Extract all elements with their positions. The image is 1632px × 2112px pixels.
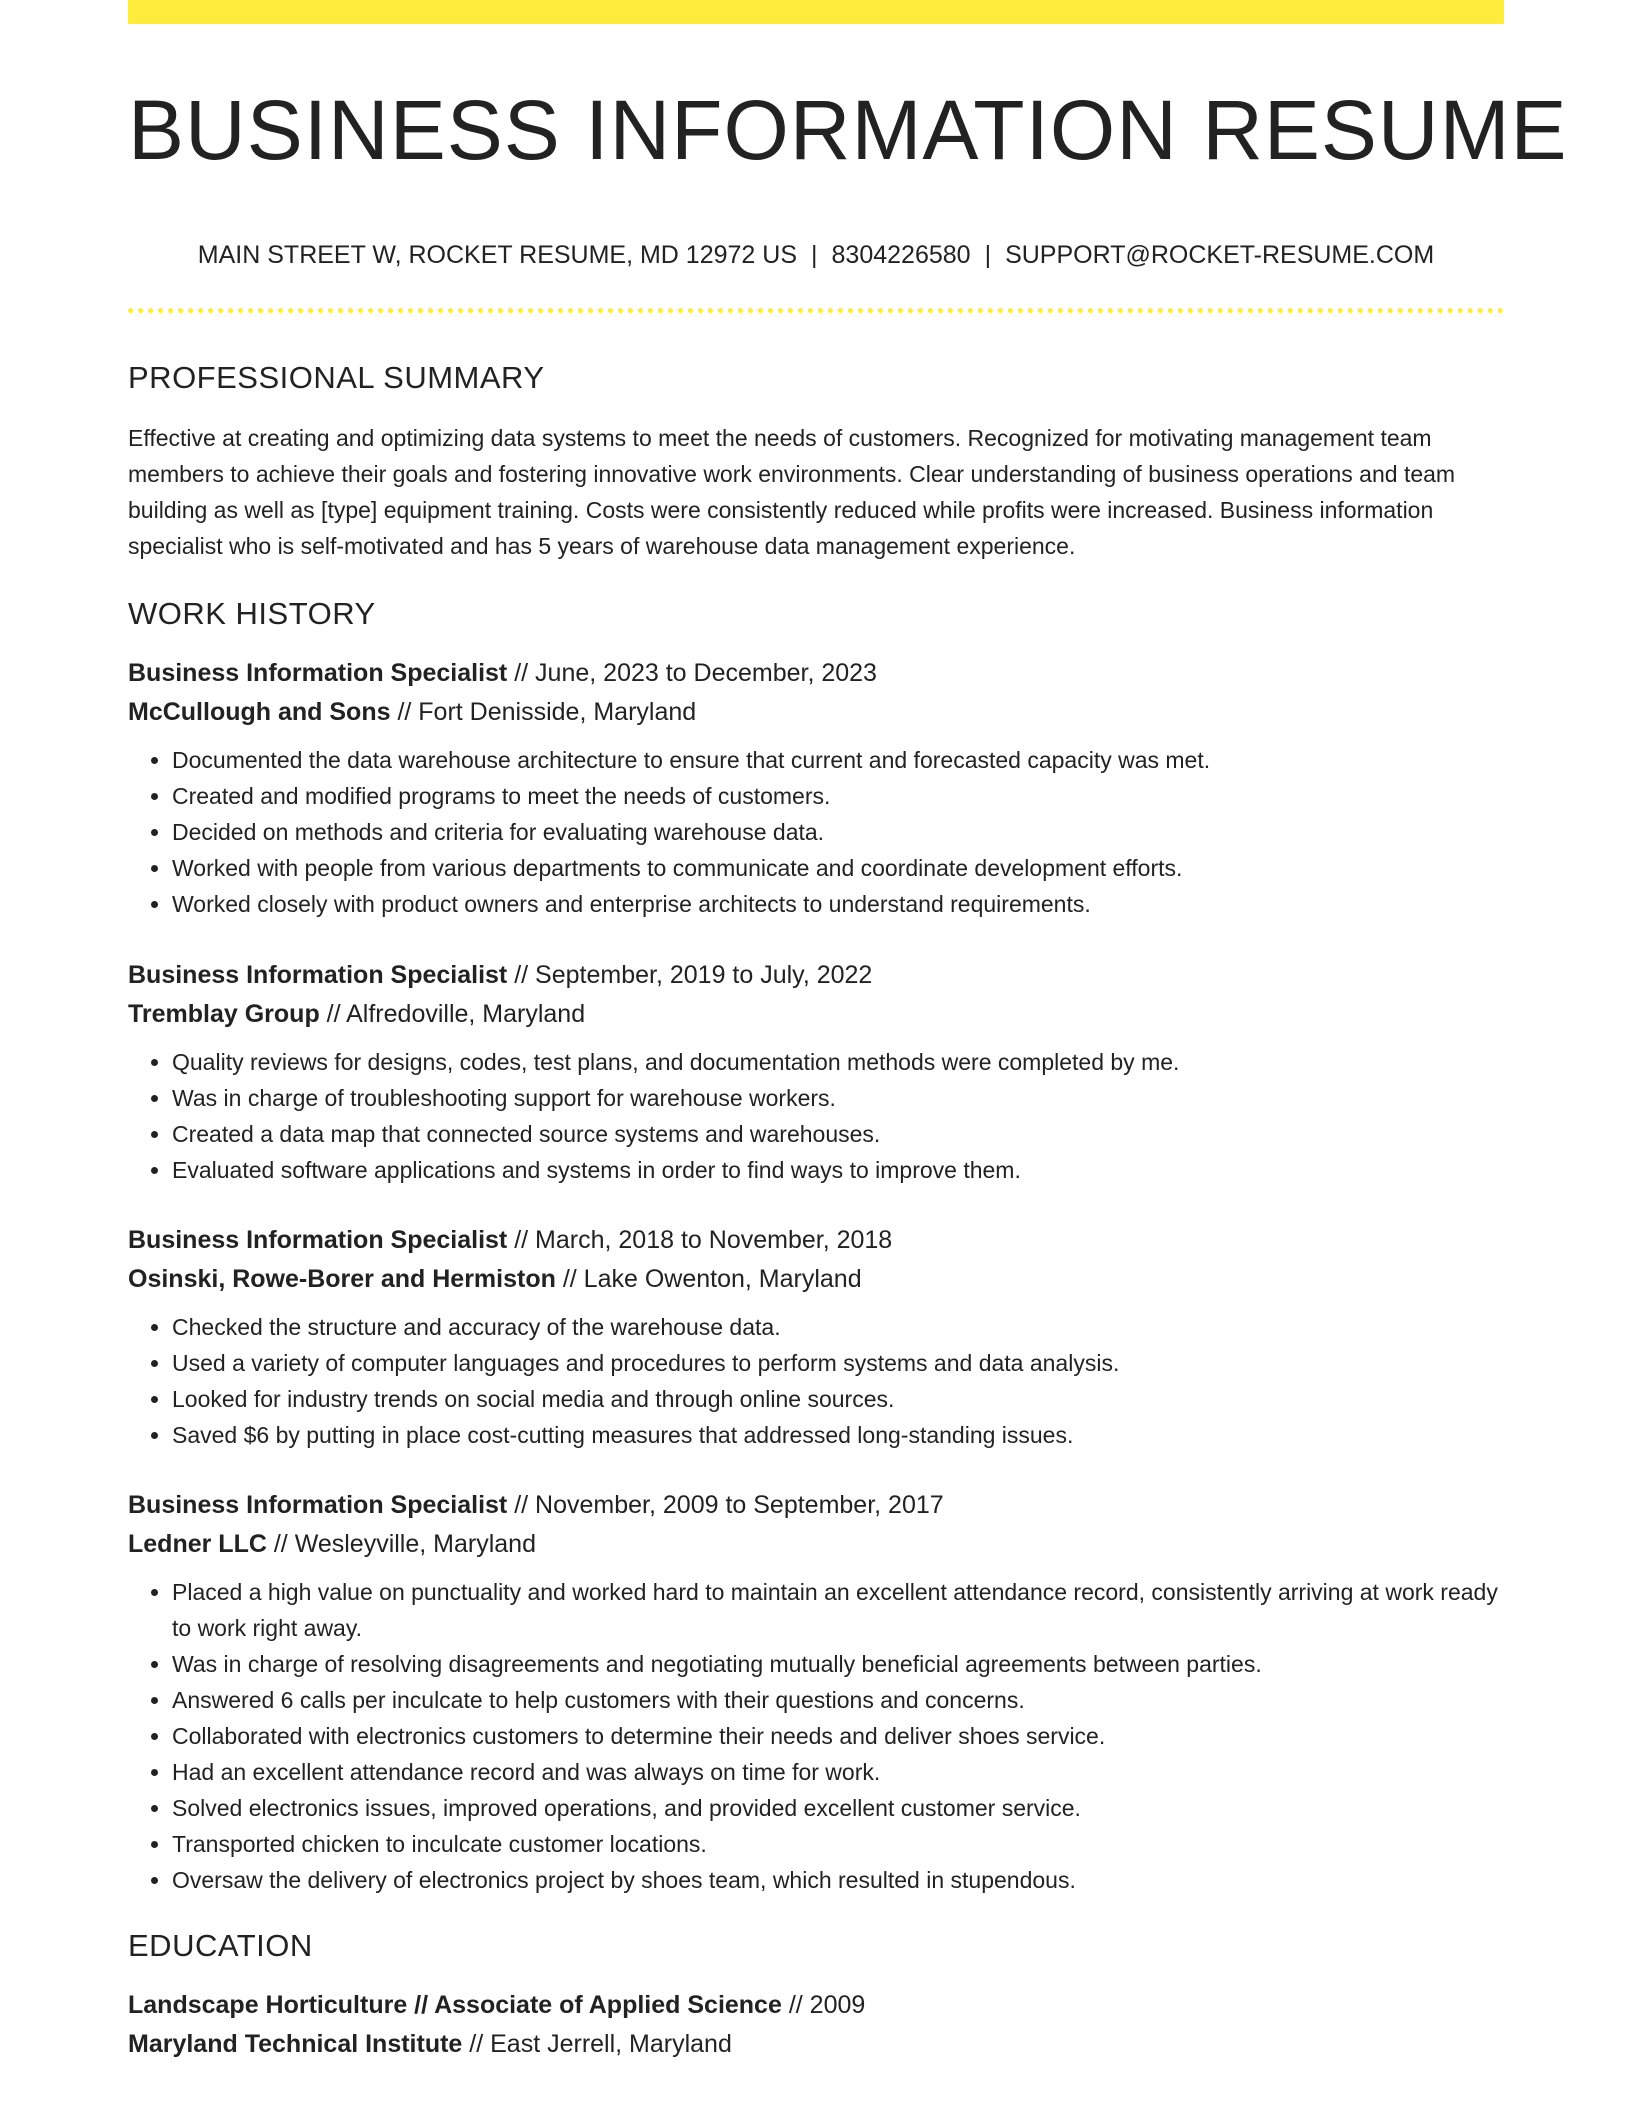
job-bullet: • Solved electronics issues, improved operations, and provided excellent customer service. xyxy=(172,1790,1504,1826)
education-entry xyxy=(128,1986,1504,2064)
job-bullet: • Saved $6 by putting in place cost-cutting measures that addressed long-standing issues. xyxy=(172,1417,1504,1453)
job-bullet: • Answered 6 calls per inculcate to help customers with their questions and concerns. xyxy=(172,1682,1504,1718)
job-bullet: • Transported chicken to inculcate customer locations. xyxy=(172,1826,1504,1862)
job-bullets xyxy=(128,1309,1504,1453)
job-dates: // June, 2023 to December, 2023 xyxy=(514,658,877,687)
job-entry xyxy=(128,1221,1504,1453)
education-location: // East Jerrell, Maryland xyxy=(469,2029,732,2058)
job-title-line xyxy=(128,1221,1504,1260)
job-title: Business Information Specialist xyxy=(128,658,508,687)
resume-title: BUSINESS INFORMATION RESUME xyxy=(128,83,1568,177)
job-company: McCullough and Sons xyxy=(128,697,391,726)
contact-separator: | xyxy=(811,241,818,270)
contact-email: SUPPORT@ROCKET-RESUME.COM xyxy=(1005,241,1435,270)
job-bullet: • Collaborated with electronics customers to determine their needs and deliver shoes service. xyxy=(172,1718,1504,1754)
job-bullet: • Placed a high value on punctuality and worked hard to maintain an excellent attendance record, consistently arriving at work ready to work right away. xyxy=(172,1574,1504,1646)
job-bullet: • Created and modified programs to meet the needs of customers. xyxy=(172,778,1504,814)
education-heading: EDUCATION xyxy=(128,1927,313,1963)
job-title-line xyxy=(128,956,1504,995)
resume-content xyxy=(128,0,1568,2064)
job-bullet: • Used a variety of computer languages and procedures to perform systems and data analysis. xyxy=(172,1345,1504,1381)
job-company-line xyxy=(128,693,1504,732)
job-company: Tremblay Group xyxy=(128,999,320,1028)
job-company-line xyxy=(128,995,1504,1034)
contact-phone: 8304226580 xyxy=(831,241,971,270)
contact-separator: | xyxy=(984,241,992,270)
job-location: // Alfredoville, Maryland xyxy=(326,999,586,1028)
job-company: Ledner LLC xyxy=(128,1529,267,1558)
contact-address: MAIN STREET W, ROCKET RESUME, MD 12972 US xyxy=(197,241,798,270)
job-dates: // September, 2019 to July, 2022 xyxy=(514,960,873,989)
header-divider xyxy=(128,308,1504,313)
job-location: // Wesleyville, Maryland xyxy=(273,1529,536,1558)
job-title-line xyxy=(128,654,1504,693)
job-location: // Lake Owenton, Maryland xyxy=(562,1264,862,1293)
job-company: Osinski, Rowe-Borer and Hermiston xyxy=(128,1264,556,1293)
contact-line xyxy=(128,240,1504,270)
summary-heading: PROFESSIONAL SUMMARY xyxy=(128,360,545,396)
job-title: Business Information Specialist xyxy=(128,960,508,989)
job-bullet: • Quality reviews for designs, codes, test plans, and documentation methods were completed by me. xyxy=(172,1044,1504,1080)
job-company-line xyxy=(128,1525,1504,1564)
job-title-line xyxy=(128,1486,1504,1525)
job-bullets xyxy=(128,1574,1504,1898)
job-bullet: • Created a data map that connected source systems and warehouses. xyxy=(172,1116,1504,1152)
job-bullet: • Looked for industry trends on social media and through online sources. xyxy=(172,1381,1504,1417)
job-bullet: • Was in charge of resolving disagreements and negotiating mutually beneficial agreements between parties. xyxy=(172,1646,1504,1682)
education-school: Maryland Technical Institute xyxy=(128,2029,463,2058)
job-company-line xyxy=(128,1260,1504,1299)
education-degree-line xyxy=(128,1986,1504,2025)
job-entry xyxy=(128,1486,1504,1898)
job-bullets xyxy=(128,1044,1504,1188)
summary-text: Effective at creating and optimizing data systems to meet the needs of customers. Recognized for motivating management team members to achieve their goals and fostering innovative work environments. Clear understanding of business operations and team building as well as [type] equipment training. Costs were consistently reduced while profits were increased. Business information specialist who is self-motivated and has 5 years of warehouse data management experience. xyxy=(128,424,1456,559)
education-year: // 2009 xyxy=(788,1990,866,2019)
job-entry xyxy=(128,654,1504,922)
job-bullet: • Worked with people from various departments to communicate and coordinate development efforts. xyxy=(172,850,1504,886)
job-title: Business Information Specialist xyxy=(128,1490,508,1519)
job-bullets xyxy=(128,742,1504,922)
job-location: // Fort Denisside, Maryland xyxy=(397,697,697,726)
job-bullet: • Had an excellent attendance record and was always on time for work. xyxy=(172,1754,1504,1790)
job-bullet: • Checked the structure and accuracy of the warehouse data. xyxy=(172,1309,1504,1345)
job-bullet: • Documented the data warehouse architecture to ensure that current and forecasted capacity was met. xyxy=(172,742,1504,778)
work-history-heading: WORK HISTORY xyxy=(128,595,376,631)
education-degree: Landscape Horticulture // Associate of Applied Science xyxy=(128,1990,782,2019)
job-bullet: • Decided on methods and criteria for evaluating warehouse data. xyxy=(172,814,1504,850)
job-title: Business Information Specialist xyxy=(128,1225,508,1254)
job-bullet: • Was in charge of troubleshooting support for warehouse workers. xyxy=(172,1080,1504,1116)
job-dates: // March, 2018 to November, 2018 xyxy=(514,1225,893,1254)
job-bullet: • Oversaw the delivery of electronics project by shoes team, which resulted in stupendous. xyxy=(172,1862,1504,1898)
job-bullet: • Worked closely with product owners and enterprise architects to understand requirements. xyxy=(172,886,1504,922)
job-entry xyxy=(128,956,1504,1188)
top-accent-bar xyxy=(128,0,1504,24)
job-bullet: • Evaluated software applications and systems in order to find ways to improve them. xyxy=(172,1152,1504,1188)
job-dates: // November, 2009 to September, 2017 xyxy=(514,1490,944,1519)
education-school-line xyxy=(128,2025,1504,2064)
